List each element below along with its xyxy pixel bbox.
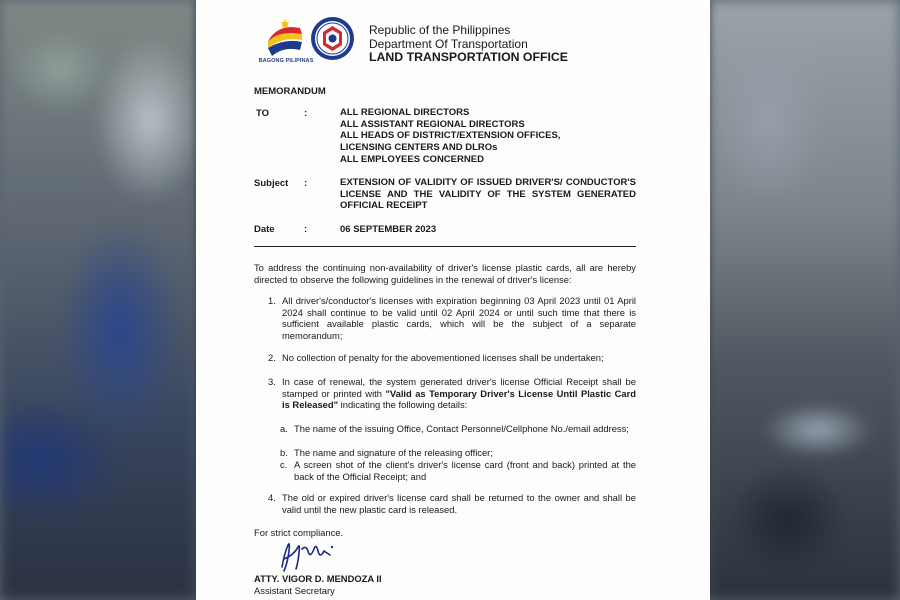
date-colon: : [304,224,308,235]
guideline-item-1: All driver's/conductor's licenses with expiration beginning 03 April 2023 until 01 April 2024 shall continue to be valid until 02 April 2024 or until such time that there is sufficient available plastic cards, which will be the subject of a separate memorandum; [282,295,636,341]
subject-label: Subject [254,178,289,189]
item-number: 2. [268,352,276,363]
header-divider [254,246,636,247]
sub-item-letter: b. [280,447,288,458]
background-blur-left [0,0,196,600]
item-number: 3. [268,376,276,387]
recipient-item: ALL HEADS OF DISTRICT/EXTENSION OFFICES, [340,130,561,142]
item-3-text-after: indicating the following details: [338,399,468,411]
date-label: Date [254,224,275,235]
signatory-title: Assistant Secretary [254,585,335,596]
recipient-item: ALL EMPLOYEES CONCERNED [340,153,484,165]
letterhead-line-office: LAND TRANSPORTATION OFFICE [369,50,569,64]
logo-caption: BAGONG PILIPINAS [258,58,314,64]
intro-paragraph: To address the continuing non-availability of driver's license plastic cards, all are hereby directed to observe the following guidelines in the renewal of driver's license: [254,262,636,285]
lto-seal-icon [310,16,355,61]
recipient-item: LICENSING CENTERS AND DLROs [340,142,498,154]
to-recipients [340,107,560,166]
subject-value: EXTENSION OF VALIDITY OF ISSUED DRIVER'S/ CONDUCTOR'S LICENSE AND THE VALIDITY OF THE SYSTEM GENERATED OFFICIAL RECEIPT [340,177,636,212]
sub-item-a: The name of the issuing Office, Contact Personnel/Cellphone No./email address; [294,423,629,434]
sub-item-letter: c. [280,459,288,470]
memorandum-document [196,0,710,600]
date-value: 06 SEPTEMBER 2023 [340,224,437,235]
signatory-name: ATTY. VIGOR D. MENDOZA II [254,573,382,584]
to-colon: : [304,108,308,119]
item-3-text-before: In case of renewal, the system generated driver's license Official Receipt shall be stamped or printed with [282,376,636,399]
memorandum-heading: MEMORANDUM [254,86,326,97]
subject-colon: : [304,178,308,189]
to-label: TO [256,108,270,119]
guideline-item-3 [282,376,636,411]
guideline-item-2: No collection of penalty for the abovementioned licenses shall be undertaken; [282,352,604,363]
item-number: 4. [268,492,276,503]
sub-item-letter: a. [280,423,288,434]
signature-icon [274,537,344,575]
background-blur-right [708,0,900,600]
bagong-pilipinas-logo-icon [264,16,306,60]
item-3-text-bold: "Valid as Temporary Driver's License Until Plastic Card is Released" [282,387,636,411]
letterhead-line-department: Department Of Transportation [369,36,528,51]
closing-line: For strict compliance. [254,527,344,538]
recipient-item: ALL REGIONAL DIRECTORS [340,107,470,118]
sub-item-b: The name and signature of the releasing officer; [294,447,493,458]
item-number: 1. [268,295,276,306]
letterhead [369,24,568,65]
letterhead-line-republic: Republic of the Philippines [369,23,511,37]
guideline-item-4: The old or expired driver's license card shall be returned to the owner and shall be valid until the new plastic card is released. [282,492,636,515]
sub-item-c: A screen shot of the client's driver's license card (front and back) printed at the back of the Official Receipt; and [294,459,636,482]
recipient-item: ALL ASSISTANT REGIONAL DIRECTORS [340,118,525,130]
